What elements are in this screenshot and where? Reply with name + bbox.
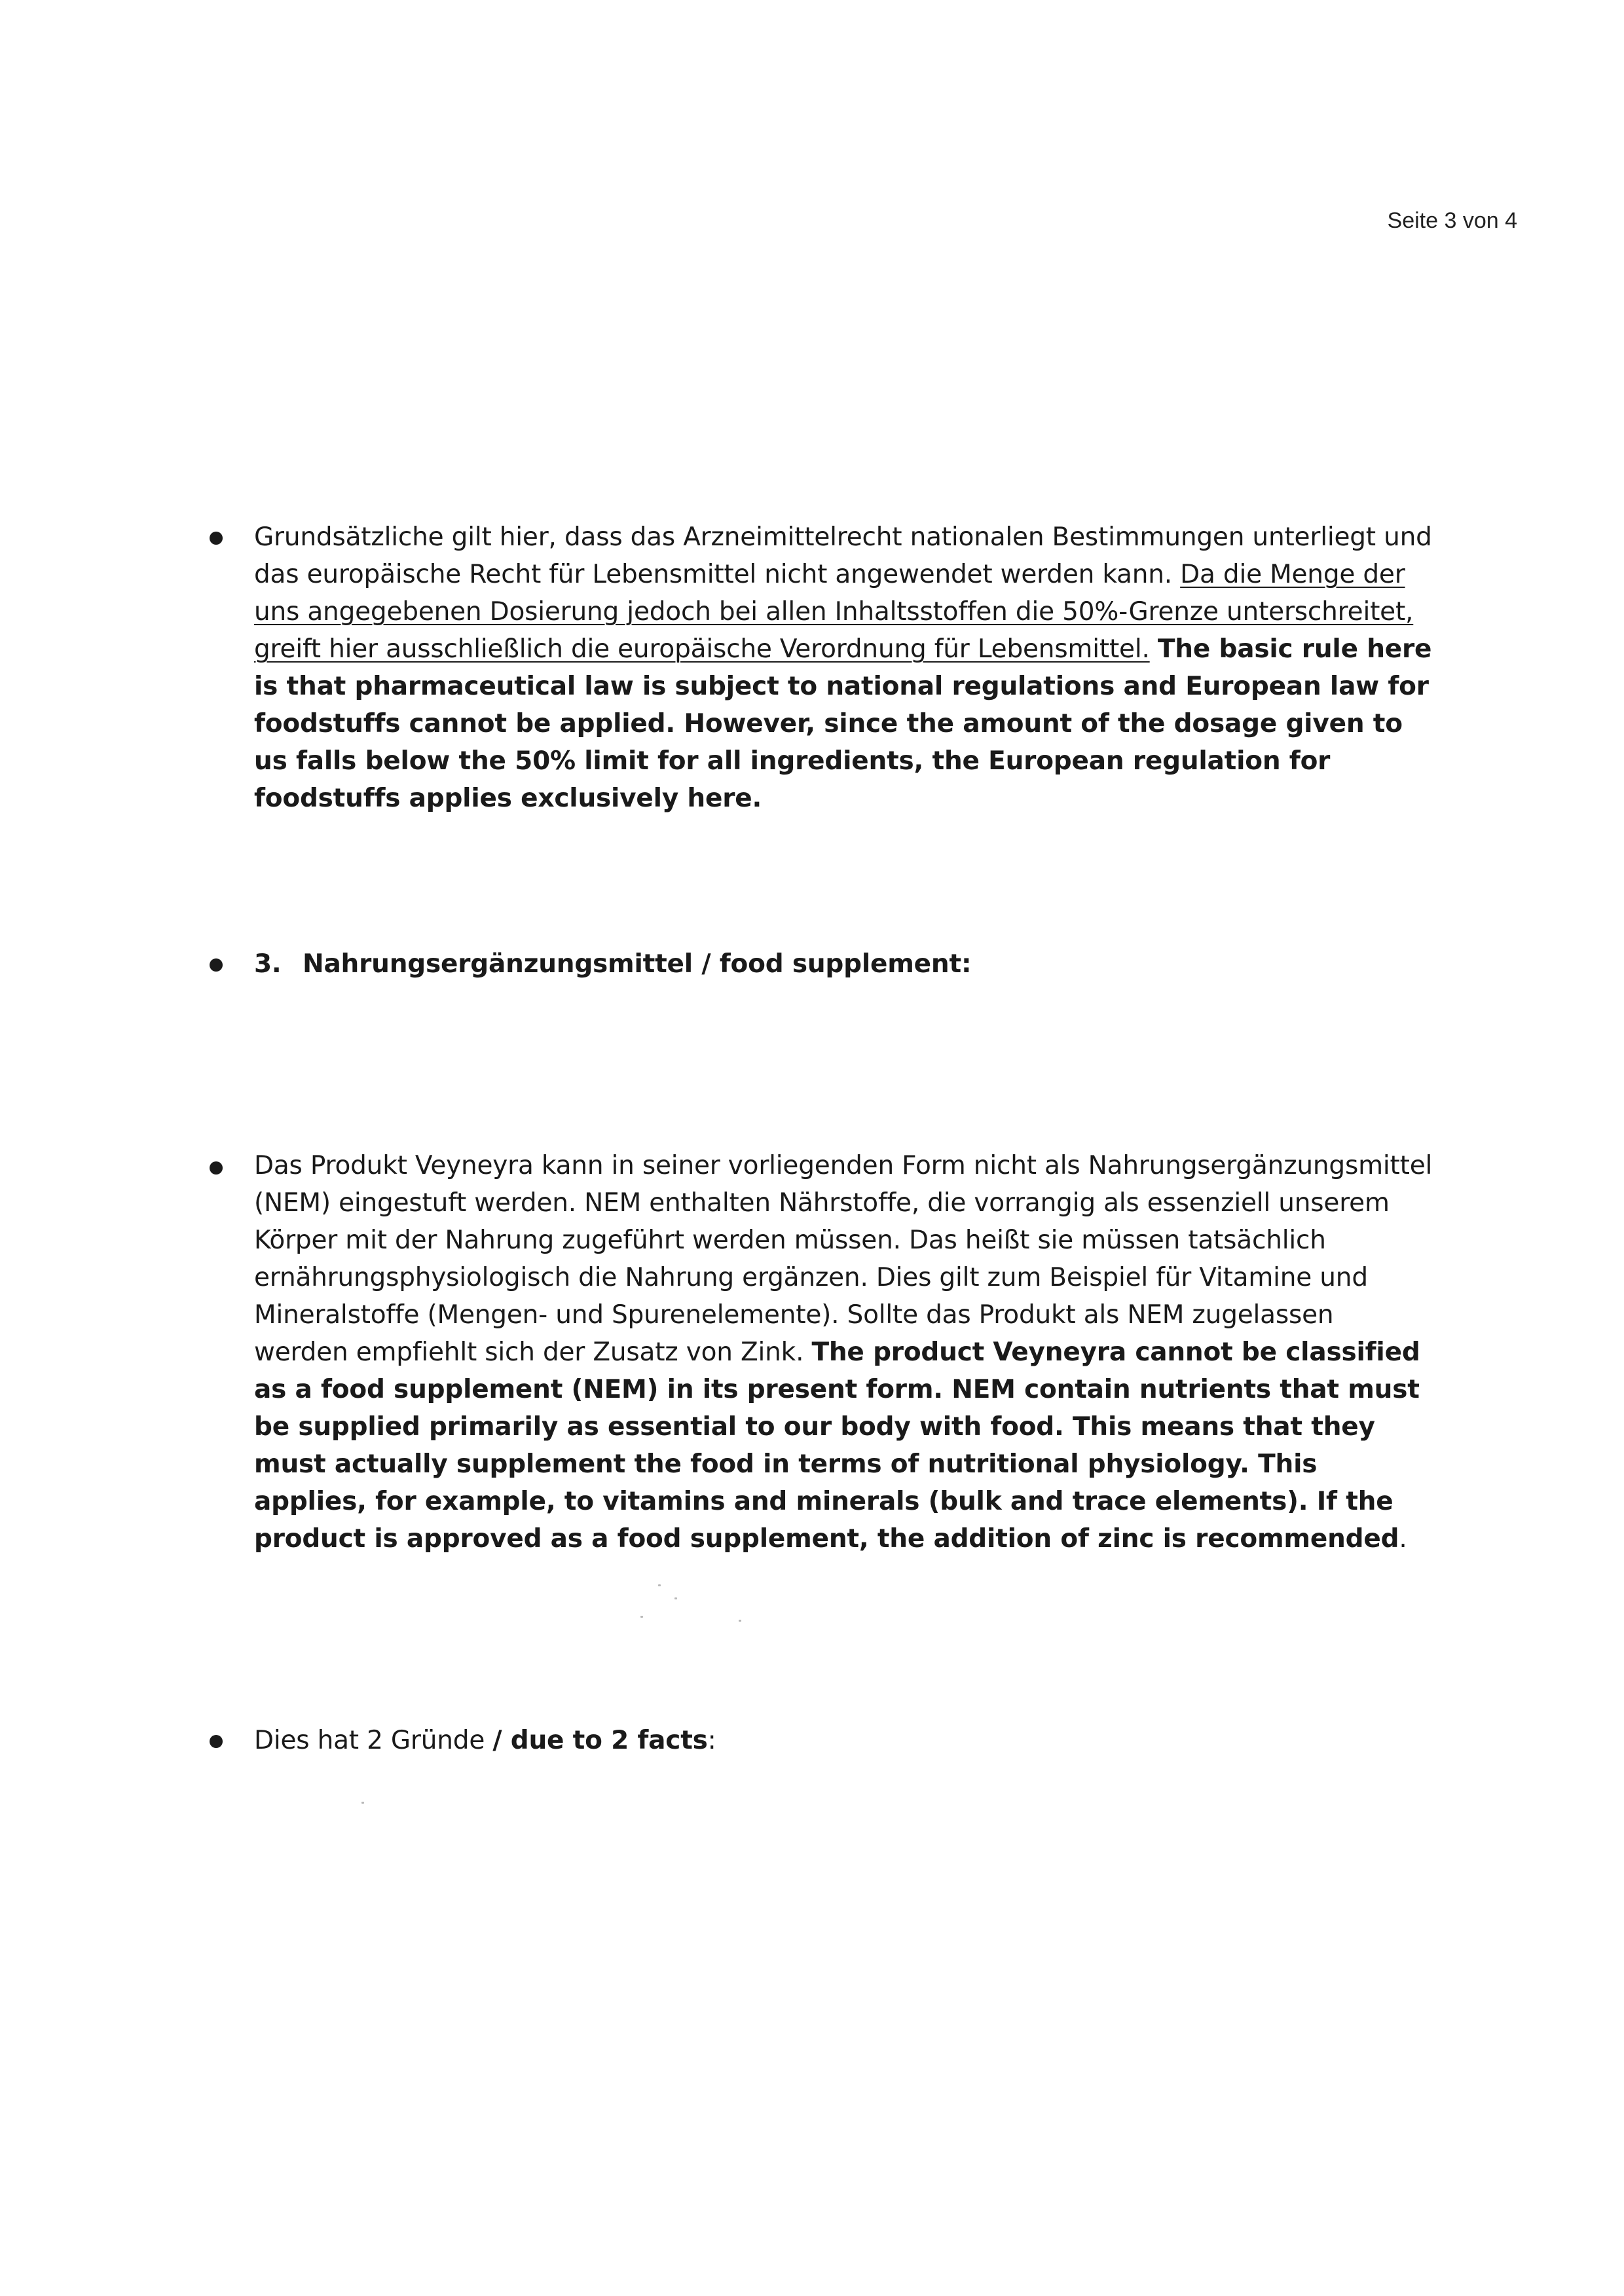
scan-speck xyxy=(640,1616,643,1618)
trailing-punctuation: : xyxy=(707,1726,716,1755)
english-translation: / due to 2 facts xyxy=(492,1726,708,1755)
trailing-punctuation: . xyxy=(1399,1524,1407,1554)
section-heading xyxy=(254,945,1433,983)
page-number: Seite 3 von 4 xyxy=(1387,208,1517,233)
scan-speck xyxy=(658,1584,661,1586)
bullet-marker xyxy=(210,958,223,972)
paragraph-food-supplement xyxy=(254,1147,1433,1558)
paragraph-legal-basis xyxy=(254,519,1433,817)
section-title: Nahrungsergänzungsmittel / food supplement: xyxy=(303,949,972,979)
paragraph-text: Grundsätzliche gilt hier, dass das Arzneimittelrecht nationalen Bestimmungen unterliegt und das europäische Recht für Lebensmittel nicht angewendet werden kann. xyxy=(254,522,1432,589)
paragraph-text: Dies hat 2 Gründe xyxy=(254,1726,493,1755)
scan-speck xyxy=(361,1802,364,1804)
bullet-marker xyxy=(210,532,223,545)
bullet-marker xyxy=(210,1161,223,1175)
paragraph-reasons xyxy=(254,1722,1433,1759)
underlined-text: Da die Menge der uns angegebenen Dosierung jedoch bei allen Inhaltsstoffen die 50%-Grenze unterschreitet, greift hier ausschließlich die europäische Verordnung für Lebensmittel. xyxy=(254,560,1414,664)
paragraph-text: Das Produkt Veyneyra kann in seiner vorliegenden Form nicht als Nahrungsergänzungsmittel (NEM) eingestuft werden. NEM enthalten Nährstoffe, die vorrangig als essenziell unserem Körper mit der Nahrung zugeführt werden müssen. Das heißt sie müssen tatsächlich ernährungsphysiologisch die Nahrung ergänzen. Dies gilt zum Beispiel für Vitamine und Mineralstoffe (Mengen- und Spurenelemente). Sollte das Produkt als NEM zugelassen werden empfiehlt sich der Zusatz von Zink. xyxy=(254,1151,1433,1367)
scan-speck xyxy=(674,1597,677,1599)
section-number: 3. xyxy=(254,949,282,979)
bullet-marker xyxy=(210,1735,223,1748)
scan-speck xyxy=(739,1620,741,1622)
english-translation: The product Veyneyra cannot be classified as a food supplement (NEM) in its present form. NEM contain nutrients that must be supplied primarily as essential to our body with food. This means that they must actually supplement the food in terms of nutritional physiology. This applies, for example, to vitamins and minerals (bulk and trace elements). If the product is approved as a food supplement, the addition of zinc is recommended xyxy=(254,1338,1420,1554)
english-translation: The basic rule here is that pharmaceutical law is subject to national regulations and European law for foodstuffs cannot be applied. However, since the amount of the dosage given to us falls below the 50% limit for all ingredients, the European regulation for foodstuffs applies exclusively here. xyxy=(254,634,1432,813)
